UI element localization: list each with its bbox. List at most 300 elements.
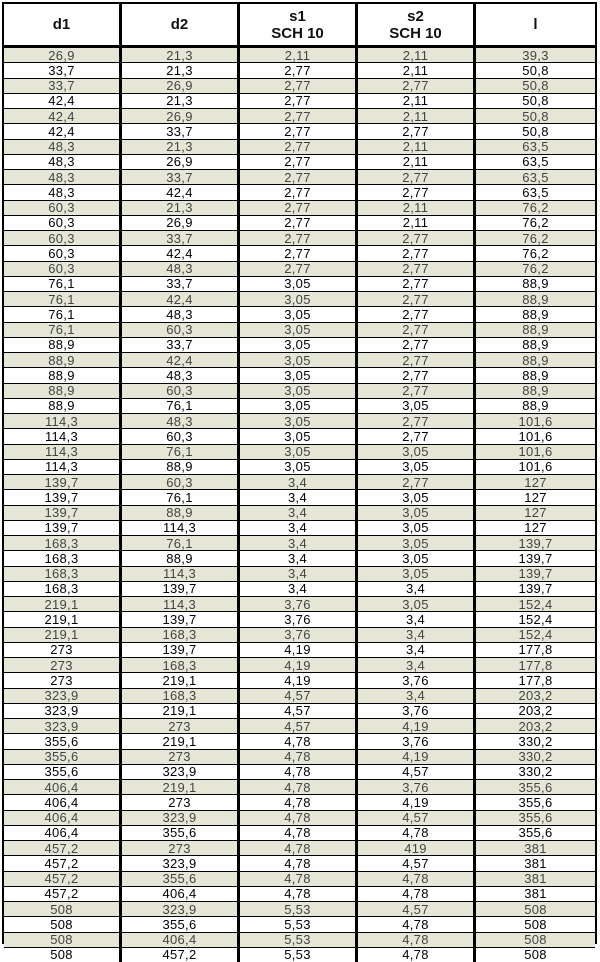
table-header: [4, 4, 595, 48]
cell-s1: 3,4: [240, 536, 358, 551]
cell-s1: 4,19: [240, 643, 358, 658]
cell-d1: 76,1: [4, 277, 122, 292]
cell-d1: 323,9: [4, 719, 122, 734]
cell-d2: 33,7: [122, 338, 240, 353]
cell-s1: 2,77: [240, 124, 358, 139]
cell-l: 381: [476, 887, 595, 902]
cell-d2: 76,1: [122, 536, 240, 551]
cell-d1: 48,3: [4, 185, 122, 200]
table-row: [4, 917, 595, 932]
cell-d2: 33,7: [122, 231, 240, 246]
cell-s1: 4,78: [240, 765, 358, 780]
cell-d2: 219,1: [122, 780, 240, 795]
cell-l: 76,2: [476, 231, 595, 246]
cell-s2: 3,76: [358, 673, 476, 688]
cell-s1: 2,77: [240, 170, 358, 185]
cell-d1: 219,1: [4, 628, 122, 643]
cell-d1: 114,3: [4, 429, 122, 444]
cell-d2: 33,7: [122, 170, 240, 185]
header-s2: [358, 4, 476, 48]
cell-l: 139,7: [476, 582, 595, 597]
cell-l: 88,9: [476, 353, 595, 368]
cell-s1: 3,05: [240, 460, 358, 475]
cell-s1: 3,05: [240, 307, 358, 322]
cell-d2: 139,7: [122, 643, 240, 658]
cell-d1: 457,2: [4, 872, 122, 887]
cell-d2: 139,7: [122, 582, 240, 597]
cell-l: 39,3: [476, 48, 595, 63]
header-d2: [122, 4, 240, 48]
cell-l: 101,6: [476, 429, 595, 444]
cell-d1: 457,2: [4, 887, 122, 902]
cell-d2: 273: [122, 795, 240, 810]
cell-d2: 76,1: [122, 399, 240, 414]
cell-s2: 2,77: [358, 307, 476, 322]
cell-l: 355,6: [476, 826, 595, 841]
header-d1-label: d1: [52, 16, 71, 33]
cell-l: 330,2: [476, 750, 595, 765]
cell-s1: 4,19: [240, 673, 358, 688]
cell-l: 88,9: [476, 399, 595, 414]
cell-d2: 76,1: [122, 490, 240, 505]
cell-l: 88,9: [476, 323, 595, 338]
cell-s2: 2,77: [358, 429, 476, 444]
cell-s2: 3,05: [358, 506, 476, 521]
table-row: [4, 551, 595, 566]
cell-s2: 4,57: [358, 811, 476, 826]
cell-s1: 2,77: [240, 216, 358, 231]
cell-s1: 2,77: [240, 246, 358, 261]
table-row: [4, 124, 595, 139]
cell-l: 88,9: [476, 292, 595, 307]
cell-d2: 21,3: [122, 140, 240, 155]
cell-s2: 4,78: [358, 948, 476, 962]
table-row: [4, 506, 595, 521]
cell-d1: 219,1: [4, 612, 122, 627]
header-row: [4, 4, 595, 48]
cell-s1: 5,53: [240, 948, 358, 962]
cell-s1: 3,76: [240, 612, 358, 627]
cell-d2: 273: [122, 750, 240, 765]
cell-d2: 355,6: [122, 826, 240, 841]
cell-d2: 42,4: [122, 353, 240, 368]
cell-s2: 2,77: [358, 170, 476, 185]
cell-s1: 2,77: [240, 201, 358, 216]
cell-s2: 2,11: [358, 155, 476, 170]
cell-s1: 2,11: [240, 48, 358, 63]
table-row: [4, 185, 595, 200]
cell-s1: 4,78: [240, 887, 358, 902]
cell-s1: 2,77: [240, 109, 358, 124]
cell-d2: 219,1: [122, 734, 240, 749]
cell-d2: 48,3: [122, 307, 240, 322]
table-row: [4, 155, 595, 170]
cell-d1: 508: [4, 948, 122, 962]
cell-s1: 4,57: [240, 719, 358, 734]
table-row: [4, 689, 595, 704]
table-row: [4, 597, 595, 612]
cell-s1: 3,05: [240, 323, 358, 338]
cell-s2: 2,77: [358, 292, 476, 307]
cell-l: 355,6: [476, 795, 595, 810]
cell-s2: 3,05: [358, 490, 476, 505]
cell-d1: 88,9: [4, 399, 122, 414]
cell-d2: 88,9: [122, 551, 240, 566]
cell-d1: 406,4: [4, 780, 122, 795]
cell-d2: 76,1: [122, 445, 240, 460]
cell-d2: 88,9: [122, 460, 240, 475]
cell-s1: 5,53: [240, 902, 358, 917]
cell-d2: 273: [122, 841, 240, 856]
cell-l: 127: [476, 490, 595, 505]
cell-d2: 323,9: [122, 765, 240, 780]
table-row: [4, 795, 595, 810]
cell-d2: 114,3: [122, 567, 240, 582]
cell-d2: 323,9: [122, 856, 240, 871]
table-row: [4, 704, 595, 719]
cell-d2: 42,4: [122, 185, 240, 200]
cell-s2: 3,76: [358, 704, 476, 719]
cell-l: 139,7: [476, 536, 595, 551]
cell-d1: 60,3: [4, 231, 122, 246]
cell-l: 63,5: [476, 140, 595, 155]
cell-d1: 33,7: [4, 79, 122, 94]
cell-s2: 2,11: [358, 140, 476, 155]
cell-l: 330,2: [476, 734, 595, 749]
cell-d2: 355,6: [122, 917, 240, 932]
cell-l: 63,5: [476, 155, 595, 170]
header-s2-schedule: SCH 10: [389, 24, 442, 42]
cell-d1: 48,3: [4, 155, 122, 170]
cell-l: 88,9: [476, 338, 595, 353]
cell-s1: 4,78: [240, 734, 358, 749]
header-l-label: l: [533, 16, 538, 33]
cell-d1: 26,9: [4, 48, 122, 63]
cell-s2: 4,78: [358, 933, 476, 948]
table-row: [4, 933, 595, 948]
table-row: [4, 643, 595, 658]
table-row: [4, 231, 595, 246]
cell-s1: 5,53: [240, 917, 358, 932]
cell-d2: 48,3: [122, 262, 240, 277]
cell-d2: 26,9: [122, 109, 240, 124]
cell-l: 203,2: [476, 719, 595, 734]
table-row: [4, 567, 595, 582]
cell-s1: 3,4: [240, 551, 358, 566]
cell-l: 508: [476, 933, 595, 948]
cell-d2: 273: [122, 719, 240, 734]
cell-d1: 323,9: [4, 704, 122, 719]
cell-l: 101,6: [476, 414, 595, 429]
table-row: [4, 628, 595, 643]
cell-d2: 60,3: [122, 323, 240, 338]
cell-l: 127: [476, 475, 595, 490]
cell-d2: 323,9: [122, 811, 240, 826]
cell-s2: 4,57: [358, 765, 476, 780]
cell-l: 88,9: [476, 368, 595, 383]
cell-d1: 139,7: [4, 475, 122, 490]
cell-s1: 3,05: [240, 338, 358, 353]
cell-d2: 88,9: [122, 506, 240, 521]
cell-s1: 3,4: [240, 490, 358, 505]
header-d1: [4, 4, 122, 48]
cell-s2: 2,11: [358, 109, 476, 124]
cell-s2: 3,05: [358, 597, 476, 612]
cell-s1: 2,77: [240, 94, 358, 109]
cell-s2: 2,11: [358, 48, 476, 63]
cell-s1: 4,78: [240, 811, 358, 826]
cell-d1: 114,3: [4, 460, 122, 475]
cell-l: 76,2: [476, 216, 595, 231]
cell-l: 508: [524, 947, 547, 962]
cell-l: 127: [476, 521, 595, 536]
table-row: [4, 490, 595, 505]
table-row: [4, 338, 595, 353]
cell-s1: 3,4: [240, 506, 358, 521]
header-s1: [240, 4, 358, 48]
cell-s1: 4,78: [240, 872, 358, 887]
cell-d2: 33,7: [122, 277, 240, 292]
cell-d1: 168,3: [4, 582, 122, 597]
cell-d2: 21,3: [122, 94, 240, 109]
cell-d1: 457,2: [4, 856, 122, 871]
cell-d1: 406,4: [4, 795, 122, 810]
cell-s2: 4,57: [358, 856, 476, 871]
cell-l: 381: [476, 841, 595, 856]
cell-s2: 2,11: [358, 201, 476, 216]
cell-l: 355,6: [476, 811, 595, 826]
cell-s1: 2,77: [240, 185, 358, 200]
table-row: [4, 48, 595, 63]
cell-s1: 4,78: [240, 841, 358, 856]
cell-d1: 355,6: [4, 750, 122, 765]
cell-d2: 168,3: [122, 658, 240, 673]
cell-s1: 3,4: [240, 567, 358, 582]
cell-d2: 114,3: [122, 597, 240, 612]
cell-s1: 3,05: [240, 384, 358, 399]
cell-s1: 2,77: [240, 155, 358, 170]
cell-l: 101,6: [476, 460, 595, 475]
cell-l: 177,8: [476, 658, 595, 673]
cell-d1: 48,3: [4, 140, 122, 155]
table-row: [4, 399, 595, 414]
table-row: [4, 323, 595, 338]
cell-s2: 2,77: [358, 368, 476, 383]
cell-s2: 2,11: [358, 94, 476, 109]
cell-s2: 4,78: [358, 826, 476, 841]
table-row: [4, 734, 595, 749]
table-row: [4, 170, 595, 185]
cell-l: 381: [476, 872, 595, 887]
cell-d2: 42,4: [122, 292, 240, 307]
cell-l: 50,8: [476, 109, 595, 124]
cell-s1: 2,77: [240, 63, 358, 78]
dimension-table: [4, 4, 595, 962]
cell-d1: 139,7: [4, 490, 122, 505]
cell-d1: 508: [4, 933, 122, 948]
cell-s1: 4,78: [240, 795, 358, 810]
cell-d1: 273: [4, 673, 122, 688]
cell-s1: 4,19: [240, 658, 358, 673]
cell-l: 177,8: [476, 643, 595, 658]
cell-d1: 76,1: [4, 292, 122, 307]
cell-s2: 3,4: [358, 658, 476, 673]
cell-s1: 3,4: [240, 521, 358, 536]
cell-d2: 168,3: [122, 689, 240, 704]
cell-s2: 419: [358, 841, 476, 856]
cell-l: 508: [476, 902, 595, 917]
table-row: [4, 612, 595, 627]
table-row: [4, 887, 595, 902]
cell-s2: 3,4: [358, 689, 476, 704]
cell-d2: 355,6: [122, 872, 240, 887]
cell-s2: 2,11: [358, 216, 476, 231]
cell-s2: 3,05: [358, 536, 476, 551]
cell-s2: 2,77: [358, 262, 476, 277]
cell-d1: 114,3: [4, 414, 122, 429]
cell-d1: 457,2: [4, 841, 122, 856]
table-row: [4, 353, 595, 368]
table-body: [4, 48, 595, 962]
cell-l: 152,4: [476, 628, 595, 643]
header-s1-label: s1: [289, 7, 306, 25]
header-d2-label: d2: [170, 16, 189, 33]
table-row: [4, 719, 595, 734]
cell-s2: 2,77: [358, 475, 476, 490]
cell-l: 76,2: [476, 262, 595, 277]
cell-d1: 139,7: [4, 506, 122, 521]
cell-s2: 4,19: [358, 750, 476, 765]
cell-d2: 406,4: [122, 933, 240, 948]
cell-d1: 273: [4, 658, 122, 673]
cell-s2: 2,77: [358, 414, 476, 429]
cell-d2: 26,9: [122, 155, 240, 170]
cell-d2: 48,3: [122, 414, 240, 429]
cell-s2: 4,78: [358, 887, 476, 902]
table-row: [4, 140, 595, 155]
table-row: [4, 414, 595, 429]
table-row: [4, 521, 595, 536]
cell-s2: 4,19: [358, 795, 476, 810]
header-l: [476, 4, 595, 48]
table-row: [4, 460, 595, 475]
dimension-table-frame: [2, 2, 597, 962]
table-row: [4, 445, 595, 460]
cell-l: 50,8: [476, 94, 595, 109]
cell-d1: 273: [4, 643, 122, 658]
table-row: [4, 856, 595, 871]
cell-s2: 3,05: [358, 567, 476, 582]
cell-s1: 4,78: [240, 750, 358, 765]
cell-d1: 48,3: [4, 170, 122, 185]
cell-l: 101,6: [476, 445, 595, 460]
cell-s1: 3,05: [240, 277, 358, 292]
cell-l: 139,7: [476, 551, 595, 566]
cell-s1: 4,78: [240, 780, 358, 795]
cell-s1: 4,78: [240, 856, 358, 871]
table-row: [4, 582, 595, 597]
table-row: [4, 826, 595, 841]
table-row: [4, 475, 595, 490]
cell-d1: 168,3: [4, 567, 122, 582]
cell-l: 152,4: [476, 612, 595, 627]
cell-l: 76,2: [476, 201, 595, 216]
cell-l: 203,2: [476, 689, 595, 704]
cell-d1: 508: [4, 902, 122, 917]
cell-s2: 3,05: [358, 445, 476, 460]
cell-d1: 76,1: [4, 307, 122, 322]
cell-l: 88,9: [476, 384, 595, 399]
cell-d1: 60,3: [4, 201, 122, 216]
cell-s1: 3,05: [240, 414, 358, 429]
table-row: [4, 902, 595, 917]
cell-d1: 33,7: [4, 63, 122, 78]
cell-d1: 60,3: [4, 262, 122, 277]
table-row: [4, 841, 595, 856]
cell-s1: 3,76: [240, 628, 358, 643]
cell-d1: 42,4: [4, 109, 122, 124]
cell-s1: 3,76: [240, 597, 358, 612]
cell-d1: 219,1: [4, 597, 122, 612]
cell-d1: 355,6: [4, 734, 122, 749]
cell-d1: 88,9: [4, 338, 122, 353]
table-row: [4, 429, 595, 444]
cell-d2: 21,3: [122, 201, 240, 216]
cell-d1: 323,9: [4, 689, 122, 704]
cell-s2: 3,4: [358, 582, 476, 597]
cell-d1: 60,3: [4, 246, 122, 261]
cell-s2: 2,77: [358, 246, 476, 261]
cell-d1: 168,3: [4, 536, 122, 551]
cell-s1: 2,77: [240, 231, 358, 246]
cell-l: 152,4: [476, 597, 595, 612]
cell-s2: 3,4: [358, 628, 476, 643]
cell-s1: 3,05: [240, 368, 358, 383]
table-row: [4, 765, 595, 780]
cell-s1: 3,4: [240, 582, 358, 597]
cell-d1: 114,3: [4, 445, 122, 460]
cell-l: 177,8: [476, 673, 595, 688]
table-row: [4, 658, 595, 673]
cell-s1: 4,57: [240, 704, 358, 719]
cell-s1: 4,57: [240, 689, 358, 704]
cell-d1: 406,4: [4, 811, 122, 826]
cell-d2: 48,3: [122, 368, 240, 383]
cell-d1: 406,4: [4, 826, 122, 841]
cell-s2: 3,76: [358, 734, 476, 749]
cell-s2: 2,77: [358, 353, 476, 368]
cell-l: 508: [476, 917, 595, 932]
table-row: [4, 262, 595, 277]
header-s1-schedule: SCH 10: [271, 24, 324, 42]
cell-s2: 3,05: [358, 399, 476, 414]
cell-d2: 219,1: [122, 673, 240, 688]
cell-d2: 457,2: [122, 948, 240, 962]
cell-d2: 323,9: [122, 902, 240, 917]
cell-s2: 2,77: [358, 185, 476, 200]
cell-d2: 114,3: [122, 521, 240, 536]
cell-s1: 2,77: [240, 262, 358, 277]
cell-l: 330,2: [476, 765, 595, 780]
cell-d1: 88,9: [4, 384, 122, 399]
table-row: [4, 292, 595, 307]
cell-d2: 168,3: [122, 628, 240, 643]
cell-d1: 42,4: [4, 124, 122, 139]
cell-s1: 3,05: [240, 445, 358, 460]
cell-l: 76,2: [476, 246, 595, 261]
cell-d1: 168,3: [4, 551, 122, 566]
cell-s2: 4,78: [358, 872, 476, 887]
